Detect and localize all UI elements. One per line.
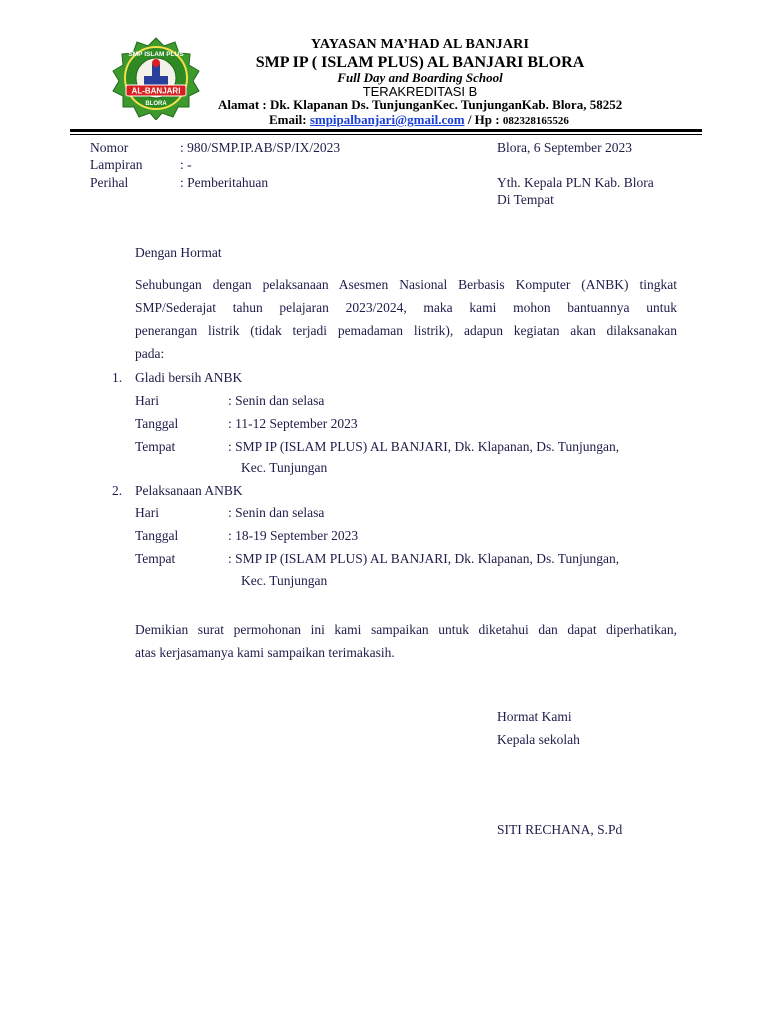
item-2-hari-label: Hari xyxy=(135,505,159,520)
item-1-title: Gladi bersih ANBK xyxy=(135,370,243,385)
recipient-line-1: Yth. Kepala PLN Kab. Blora xyxy=(497,175,654,190)
signature-name: SITI RECHANA, S.Pd xyxy=(497,822,623,837)
item-1-hari-label: Hari xyxy=(135,393,159,408)
logo-banner-text: AL-BANJARI xyxy=(131,86,181,96)
item-1-tempat: : SMP IP (ISLAM PLUS) AL BANJARI, Dk. Klapanan, Ds. Tunjungan, xyxy=(228,439,620,454)
logo-top-text: SMP ISLAM PLUS xyxy=(128,51,184,58)
lampiran-value: : - xyxy=(180,157,192,172)
school-address: Alamat : Dk. Klapanan Ds. TunjunganKec. TunjunganKab. Blora, 58252 xyxy=(218,97,623,112)
item-1-hari: : Senin dan selasa xyxy=(228,393,325,408)
accreditation: TERAKREDITASI B xyxy=(362,84,478,99)
greeting: Dengan Hormat xyxy=(135,245,222,260)
item-1-tanggal: : 11-12 September 2023 xyxy=(228,416,358,431)
intro-line: Sehubungan dengan pelaksanaan Asesmen Nasional Berbasis Komputer (ANBK) tingkat xyxy=(135,277,677,292)
intro-line: pada: xyxy=(135,346,165,361)
header-rule-thin xyxy=(70,134,702,135)
nomor-label: Nomor xyxy=(90,140,129,155)
signature-title: Kepala sekolah xyxy=(497,732,580,747)
intro-paragraph xyxy=(135,273,677,365)
item-2-tanggal-label: Tanggal xyxy=(135,528,179,543)
item-1-number: 1. xyxy=(112,370,123,385)
letter-date: Blora, 6 September 2023 xyxy=(497,140,632,155)
item-2-tempat: : SMP IP (ISLAM PLUS) AL BANJARI, Dk. Klapanan, Ds. Tunjungan, xyxy=(228,551,620,566)
foundation-name: YAYASAN MA’HAD AL BANJARI xyxy=(310,37,530,52)
intro-line: penerangan listrik (tidak terjadi pemadaman listrik), adapun kegiatan akan dilaksanakan xyxy=(135,323,677,338)
contact-line xyxy=(269,112,569,128)
closing-paragraph xyxy=(135,618,677,664)
lampiran-label: Lampiran xyxy=(90,157,143,172)
item-2-number: 2. xyxy=(112,483,123,498)
closing-line: Demikian surat permohonan ini kami sampaikan untuk diketahui dan dapat diperhatikan, xyxy=(135,622,677,637)
nomor-value: : 980/SMP.IP.AB/SP/IX/2023 xyxy=(180,140,341,155)
item-2-tempat-label: Tempat xyxy=(135,551,176,566)
closing-line: atas kerjasamanya kami sampaikan terimakasih. xyxy=(135,645,395,660)
hp-label: / Hp : xyxy=(467,112,500,127)
recipient-line-2: Di Tempat xyxy=(497,192,554,207)
email-label: Email: xyxy=(269,112,307,127)
item-1-tempat-label: Tempat xyxy=(135,439,176,454)
item-2-hari: : Senin dan selasa xyxy=(228,505,325,520)
school-name: SMP IP ( ISLAM PLUS) AL BANJARI BLORA xyxy=(255,54,585,71)
item-2-tempat-cont: Kec. Tunjungan xyxy=(241,573,328,588)
item-1-tempat-cont: Kec. Tunjungan xyxy=(241,460,328,475)
perihal-label: Perihal xyxy=(90,175,129,190)
item-2-tanggal: : 18-19 September 2023 xyxy=(228,528,359,543)
item-1-tanggal-label: Tanggal xyxy=(135,416,179,431)
school-tagline: Full Day and Boarding School xyxy=(337,70,503,85)
item-2-title: Pelaksanaan ANBK xyxy=(135,483,243,498)
intro-line: SMP/Sederajat tahun pelajaran 2023/2024, maka kami mohon bantuannya untuk xyxy=(135,300,677,315)
perihal-value: : Pemberitahuan xyxy=(180,175,269,190)
phone-number: 082328165526 xyxy=(502,115,569,127)
header-rule-thick xyxy=(70,129,702,132)
email-link[interactable]: smpipalbanjari@gmail.com xyxy=(309,112,465,127)
signature-greeting: Hormat Kami xyxy=(497,709,572,724)
logo-bottom-text: BLORA xyxy=(145,101,167,107)
